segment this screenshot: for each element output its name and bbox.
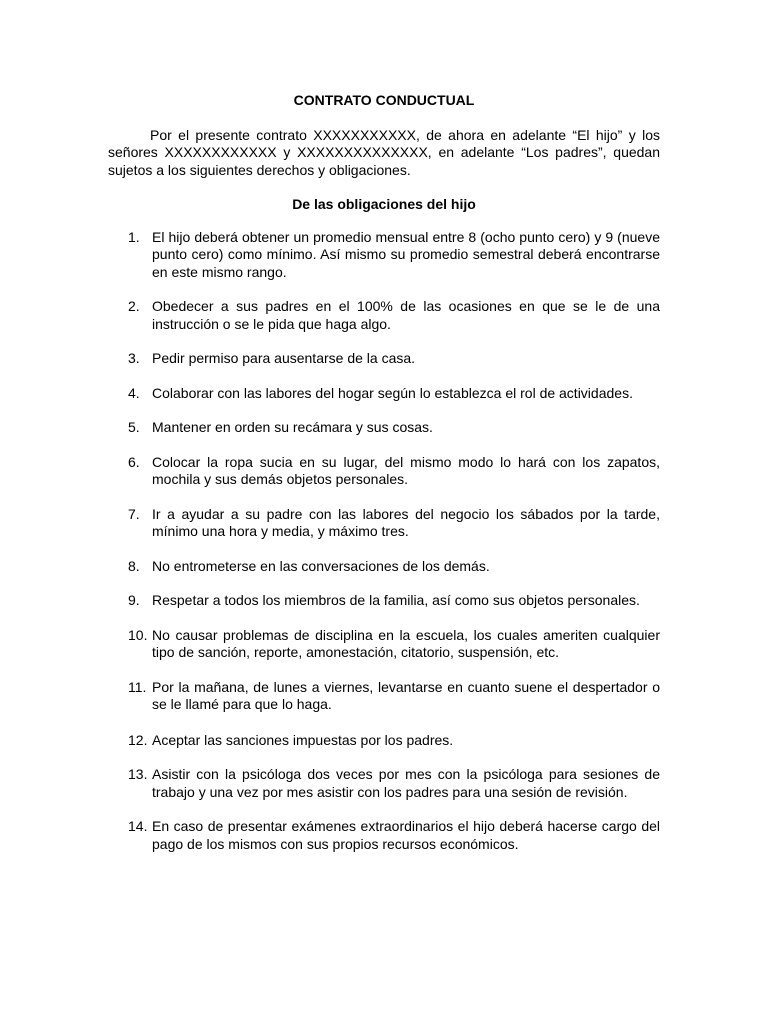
item-text: No causar problemas de disciplina en la escuela, los cuales ameriten cualquier tipo de sanción, reporte, amonestación, citatorio, suspensión, etc. <box>152 626 660 660</box>
item-text: Mantener en orden su recámara y sus cosas. <box>152 419 433 435</box>
item-number: 14. <box>128 818 148 834</box>
list-item <box>108 229 660 282</box>
intro-paragraph: Por el presente contrato XXXXXXXXXXX, de ahora en adelante “El hijo” y los señores XXXXXXXXXXXX y XXXXXXXXXXXXXX, en adelante “Los padres”, quedan sujetos a los siguientes derechos y obligaciones. <box>108 126 660 178</box>
list-item <box>108 506 660 541</box>
list-item <box>108 298 660 333</box>
item-number: 9. <box>128 592 140 608</box>
list-item <box>108 558 660 576</box>
document-page <box>108 92 660 853</box>
item-text: Colaborar con las labores del hogar según lo establezca el rol de actividades. <box>152 384 633 401</box>
list-item <box>108 627 660 662</box>
item-number: 1. <box>128 228 140 245</box>
item-text: Ir a ayudar a su padre con las labores del negocio los sábados por la tarde, mínimo una hora y media, y máximo tres. <box>152 505 660 539</box>
item-text: Por la mañana, de lunes a viernes, levantarse en cuanto suene el despertador o se le llamé para que lo haga. <box>152 678 660 712</box>
item-text: Colocar la ropa sucia en su lugar, del mismo modo lo hará con los zapatos, mochila y sus demás objetos personales. <box>152 453 660 487</box>
list-item <box>108 679 660 714</box>
obligations-list <box>108 229 660 854</box>
list-item <box>108 732 660 750</box>
list-item <box>108 419 660 437</box>
item-number: 3. <box>128 350 140 366</box>
document-title: CONTRATO CONDUCTUAL <box>293 92 475 108</box>
item-number: 5. <box>128 419 140 435</box>
item-number: 13. <box>128 766 148 782</box>
item-text: No entrometerse en las conversaciones de los demás. <box>152 557 490 574</box>
list-item <box>108 350 660 368</box>
list-item <box>108 766 660 801</box>
item-number: 12. <box>128 731 148 748</box>
list-item <box>108 385 660 403</box>
item-text: Obedecer a sus padres en el 100% de las ocasiones en que se le de una instrucción o se le pida que haga algo. <box>152 298 660 332</box>
item-text: El hijo deberá obtener un promedio mensual entre 8 (ocho punto cero) y 9 (nueve punto cero) como mínimo. Así mismo su promedio semestral deberá encontrarse en este mismo rango. <box>152 228 660 280</box>
item-number: 4. <box>128 384 140 401</box>
list-item <box>108 592 660 610</box>
item-number: 11. <box>128 678 147 695</box>
item-text: Respetar a todos los miembros de la familia, así como sus objetos personales. <box>152 592 640 608</box>
item-number: 7. <box>128 505 140 522</box>
item-number: 10. <box>128 626 148 643</box>
section-title: De las obligaciones del hijo <box>292 196 476 212</box>
item-number: 8. <box>128 557 140 574</box>
item-text: Aceptar las sanciones impuestas por los padres. <box>152 731 454 748</box>
list-item <box>108 818 660 853</box>
item-number: 2. <box>128 298 140 314</box>
item-number: 6. <box>128 453 140 470</box>
item-text: En caso de presentar exámenes extraordinarios el hijo deberá hacerse cargo del pago de los mismos con sus propios recursos económicos. <box>152 818 660 852</box>
item-text: Asistir con la psicóloga dos veces por mes con la psicóloga para sesiones de trabajo y una vez por mes asistir con los padres para una sesión de revisión. <box>152 766 660 800</box>
item-text: Pedir permiso para ausentarse de la casa. <box>152 350 416 366</box>
list-item <box>108 454 660 489</box>
